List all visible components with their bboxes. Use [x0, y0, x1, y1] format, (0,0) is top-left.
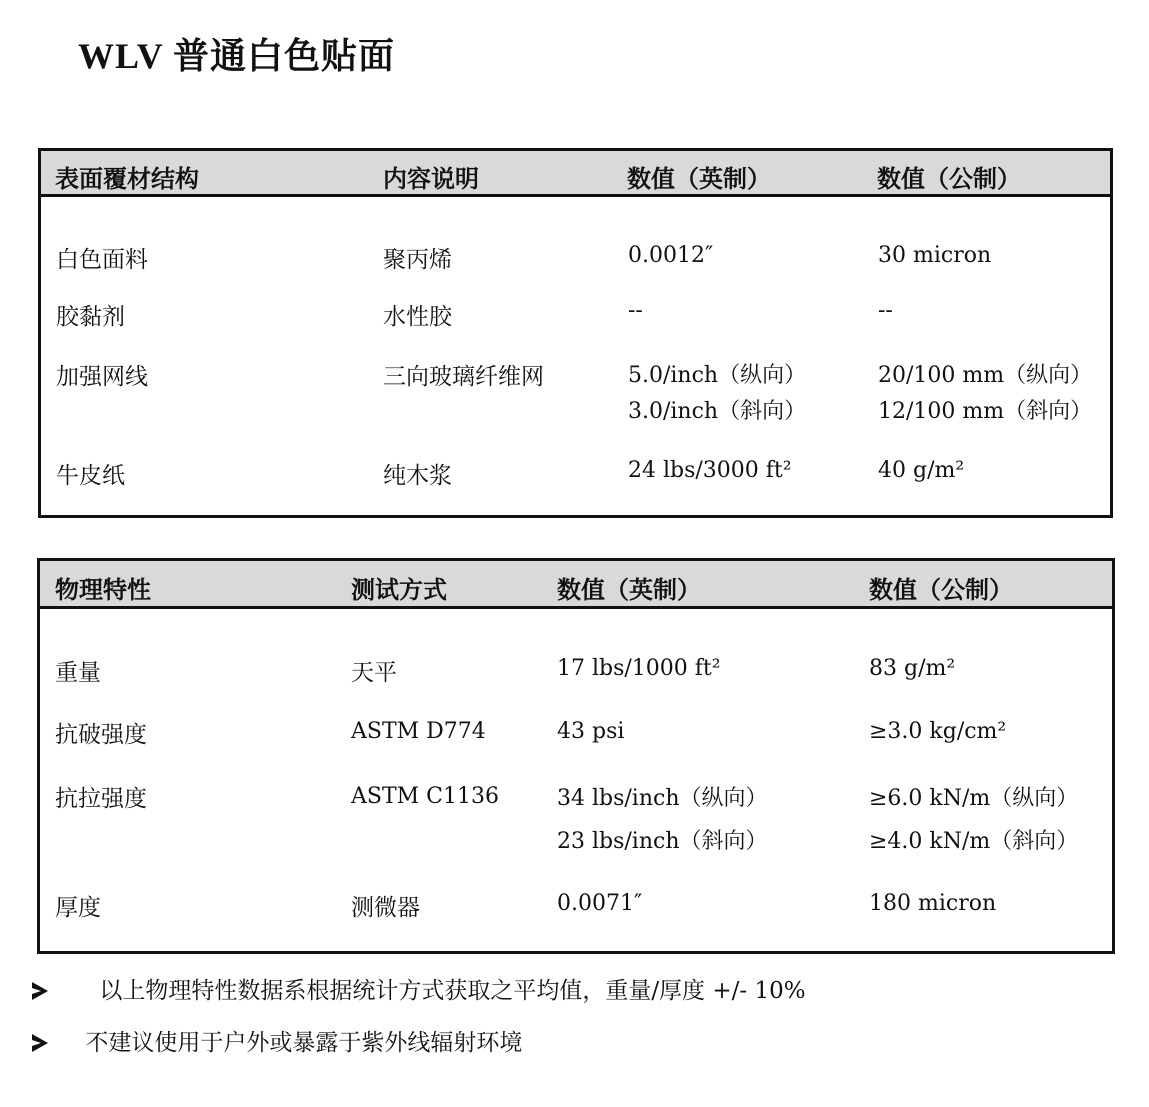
row-metric: 20/100 mm（纵向） — [878, 363, 1093, 388]
row-description: 水性胶 — [383, 304, 452, 330]
row-test-method: 测微器 — [351, 895, 420, 921]
row-imperial: 17 lbs/1000 ft² — [557, 656, 721, 681]
row-name: 抗破强度 — [55, 722, 147, 748]
header-property: 物理特性 — [55, 576, 151, 604]
table-header — [40, 561, 1112, 609]
row-description: 三向玻璃纤维网 — [383, 364, 544, 390]
row-name: 胶黏剂 — [56, 304, 125, 330]
row-name: 厚度 — [55, 895, 101, 921]
header-imperial: 数值（英制） — [557, 576, 701, 604]
row-metric: 30 micron — [878, 243, 992, 268]
row-name: 加强网线 — [56, 364, 148, 390]
arrow-bullet-icon — [32, 982, 48, 1000]
page-title: WLV 普通白色贴面 — [78, 36, 396, 76]
row-imperial: 3.0/inch（斜向） — [628, 399, 807, 424]
row-metric: 83 g/m² — [869, 656, 956, 681]
row-imperial: 5.0/inch（纵向） — [628, 363, 807, 388]
row-imperial: 0.0071″ — [557, 891, 643, 916]
arrow-bullet-icon — [32, 1034, 48, 1052]
note-item — [32, 972, 806, 1005]
row-description: 纯木浆 — [383, 463, 452, 489]
row-metric: ≥6.0 kN/m（纵向） — [869, 786, 1079, 811]
row-metric: ≥3.0 kg/cm² — [869, 719, 1007, 744]
table-header — [41, 151, 1110, 197]
row-metric: 40 g/m² — [878, 458, 965, 483]
row-metric: -- — [878, 298, 893, 323]
row-metric: 12/100 mm（斜向） — [878, 399, 1093, 424]
row-imperial: -- — [628, 298, 643, 323]
row-name: 牛皮纸 — [56, 463, 125, 489]
row-name: 抗拉强度 — [55, 786, 147, 812]
header-structure: 表面覆材结构 — [55, 165, 199, 193]
row-test-method: ASTM D774 — [351, 719, 486, 744]
row-imperial: 0.0012″ — [628, 243, 714, 268]
row-description: 聚丙烯 — [383, 247, 452, 273]
note-text: 以上物理特性数据系根据统计方式获取之平均值，重量/厚度 +/- 10% — [99, 978, 806, 1004]
row-metric: 180 micron — [869, 891, 997, 916]
row-imperial: 43 psi — [557, 719, 625, 744]
row-imperial: 24 lbs/3000 ft² — [628, 458, 792, 483]
header-imperial: 数值（英制） — [627, 165, 771, 193]
note-text: 不建议使用于户外或暴露于紫外线辐射环境 — [85, 1030, 523, 1056]
header-metric: 数值（公制） — [877, 165, 1021, 193]
surface-structure-table — [38, 148, 1113, 518]
row-metric: ≥4.0 kN/m（斜向） — [869, 829, 1079, 854]
row-imperial: 34 lbs/inch（纵向） — [557, 786, 768, 811]
row-imperial: 23 lbs/inch（斜向） — [557, 829, 768, 854]
header-metric: 数值（公制） — [869, 576, 1013, 604]
row-test-method: 天平 — [351, 660, 397, 686]
row-test-method: ASTM C1136 — [351, 784, 499, 809]
note-item — [32, 1024, 522, 1057]
row-name: 白色面料 — [56, 247, 148, 273]
header-test-method: 测试方式 — [351, 576, 447, 604]
physical-properties-table — [37, 558, 1115, 954]
header-description: 内容说明 — [383, 165, 479, 193]
row-name: 重量 — [55, 660, 101, 686]
